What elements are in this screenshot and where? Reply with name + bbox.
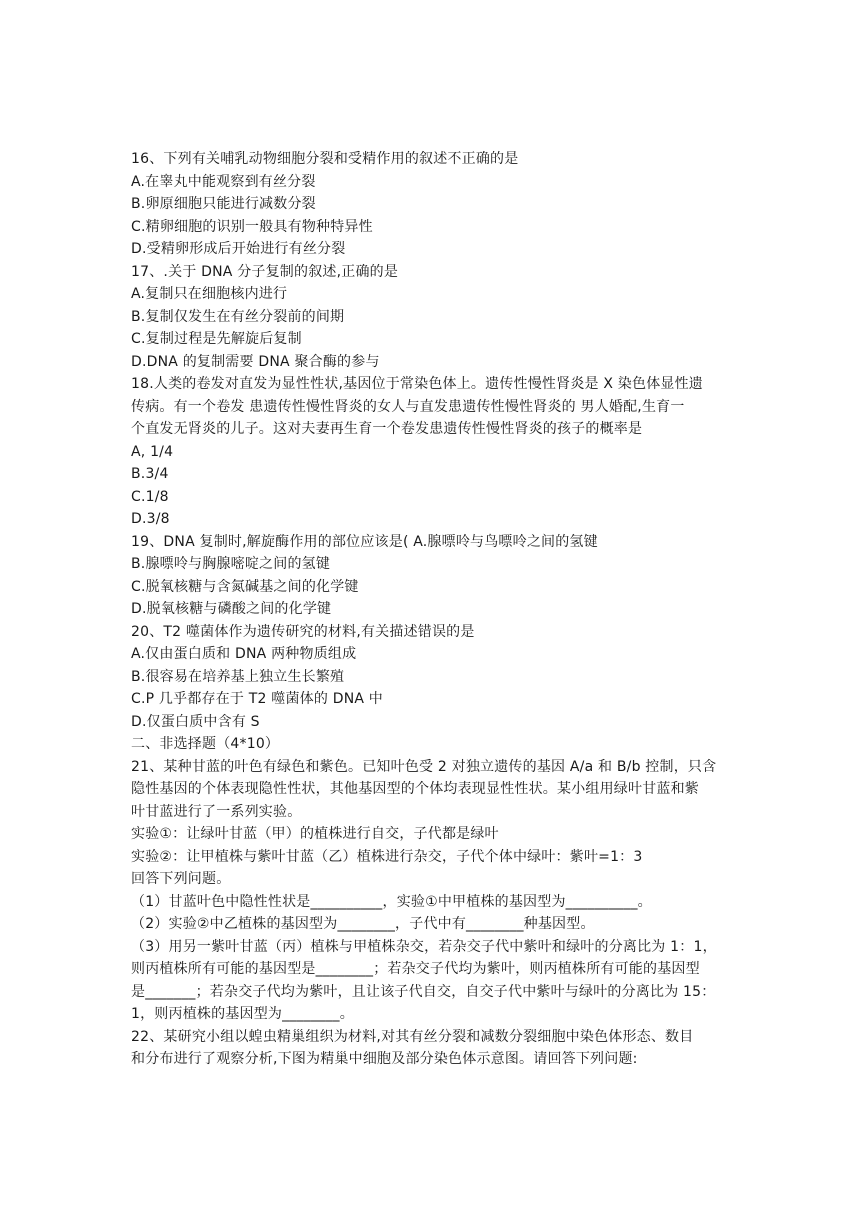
text-line: 个直发无肾炎的儿子。这对夫妻再生育一个卷发患遗传性慢性肾炎的孩子的概率是 (131, 421, 643, 437)
text-line: A.在睾丸中能观察到有丝分裂 (131, 173, 316, 190)
text-line: 21、某种甘蓝的叶色有绿色和紫色。已知叶色受 2 对独立遗传的基因 A/a 和 B/b 控制，只含 (131, 758, 717, 775)
text-line: 18.人类的卷发对直发为显性性状,基因位于常染色体上。遗传性慢性肾炎是 X 染色体显性遗 (131, 376, 704, 392)
text-line: 则丙植株所有可能的基因型是________；若杂交子代均为紫叶，则丙植株所有可能的基因型 (131, 961, 700, 977)
text-line: A.仅由蛋白质和 DNA 两种物质组成 (131, 646, 357, 662)
text-line: B.复制仅发生在有丝分裂前的间期 (131, 308, 345, 325)
text-line: B.卵原细胞只能进行减数分裂 (131, 196, 316, 212)
text-line: 19、DNA 复制时,解旋酶作用的部位应该是( A.腺嘌呤与鸟嘌呤之间的氢键 (131, 533, 598, 550)
text-line: 叶甘蓝进行了一系列实验。 (131, 803, 302, 820)
text-line: 和分布进行了观察分析,下图为精巢中细胞及部分染色体示意图。请回答下列问题: (131, 1051, 638, 1067)
text-line: 隐性基因的个体表现隐性性状，其他基因型的个体均表现显性性状。某小组用绿叶甘蓝和紫 (131, 781, 699, 797)
text-line: C.复制过程是先解旋后复制 (131, 331, 302, 347)
text-line: 17、.关于 DNA 分子复制的叙述,正确的是 (131, 263, 399, 280)
text-line: 20、T2 噬菌体作为遗传研究的材料,有关描述错误的是 (131, 623, 475, 640)
text-line: 22、某研究小组以蝗虫精巢组织为材料,对其有丝分裂和减数分裂细胞中染色体形态、数目 (131, 1028, 694, 1045)
text-line: 传病。有一个卷发 患遗传性慢性肾炎的女人与直发患遗传性慢性肾炎的 男人婚配,生育一 (131, 398, 685, 415)
text-line: C.脱氧核糖与含氮碱基之间的化学键 (131, 578, 359, 595)
text-line: D.脱氧核糖与磷酸之间的化学键 (131, 601, 332, 617)
text-line: D.DNA 的复制需要 DNA 聚合酶的参与 (131, 353, 380, 370)
text-line: （3）用另一紫叶甘蓝（丙）植株与甲植株杂交，若杂交子代中紫叶和绿叶的分离比为 1：1， (131, 938, 717, 955)
text-line: 16、下列有关哺乳动物细胞分裂和受精作用的叙述不正确的是 (131, 151, 519, 167)
text-line: C.P 几乎都存在于 T2 噬菌体的 DNA 中 (131, 691, 384, 707)
text-line: D.3/8 (131, 511, 170, 527)
text-line: D.仅蛋白质中含有 S (131, 713, 260, 730)
text-line: 回答下列问题。 (131, 871, 231, 887)
text-line: B.很容易在培养基上独立生长繁殖 (131, 668, 345, 685)
document-page (131, 148, 731, 1071)
text-line: 1，则丙植株的基因型为________。 (131, 1006, 354, 1022)
text-line: （2）实验②中乙植株的基因型为________，子代中有________种基因型。 (131, 916, 595, 932)
text-line: A, 1/4 (131, 443, 174, 460)
text-line: D.受精卵形成后开始进行有丝分裂 (131, 241, 346, 257)
text-line: 实验②：让甲植株与紫叶甘蓝（乙）植株进行杂交，子代个体中绿叶：紫叶=1：3 (131, 848, 643, 865)
text-line: B.腺嘌呤与胸腺嘧啶之间的氢键 (131, 556, 331, 572)
text-line: （1）甘蓝叶色中隐性性状是__________，实验①中甲植株的基因型为__________。 (131, 893, 652, 910)
text-line: 实验①：让绿叶甘蓝（甲）的植株进行自交，子代都是绿叶 (131, 826, 499, 842)
text-line: 二、非选择题（4*10） (131, 736, 280, 752)
text-line: A.复制只在细胞核内进行 (131, 286, 288, 302)
text-line: C.精卵细胞的识别一般具有物种特异性 (131, 218, 373, 235)
text-line: 是_______；若杂交子代均为紫叶，且让该子代自交，自交子代中紫叶与绿叶的分离比为 15： (131, 983, 716, 1000)
text-line: C.1/8 (131, 488, 169, 505)
text-line: B.3/4 (131, 466, 169, 482)
